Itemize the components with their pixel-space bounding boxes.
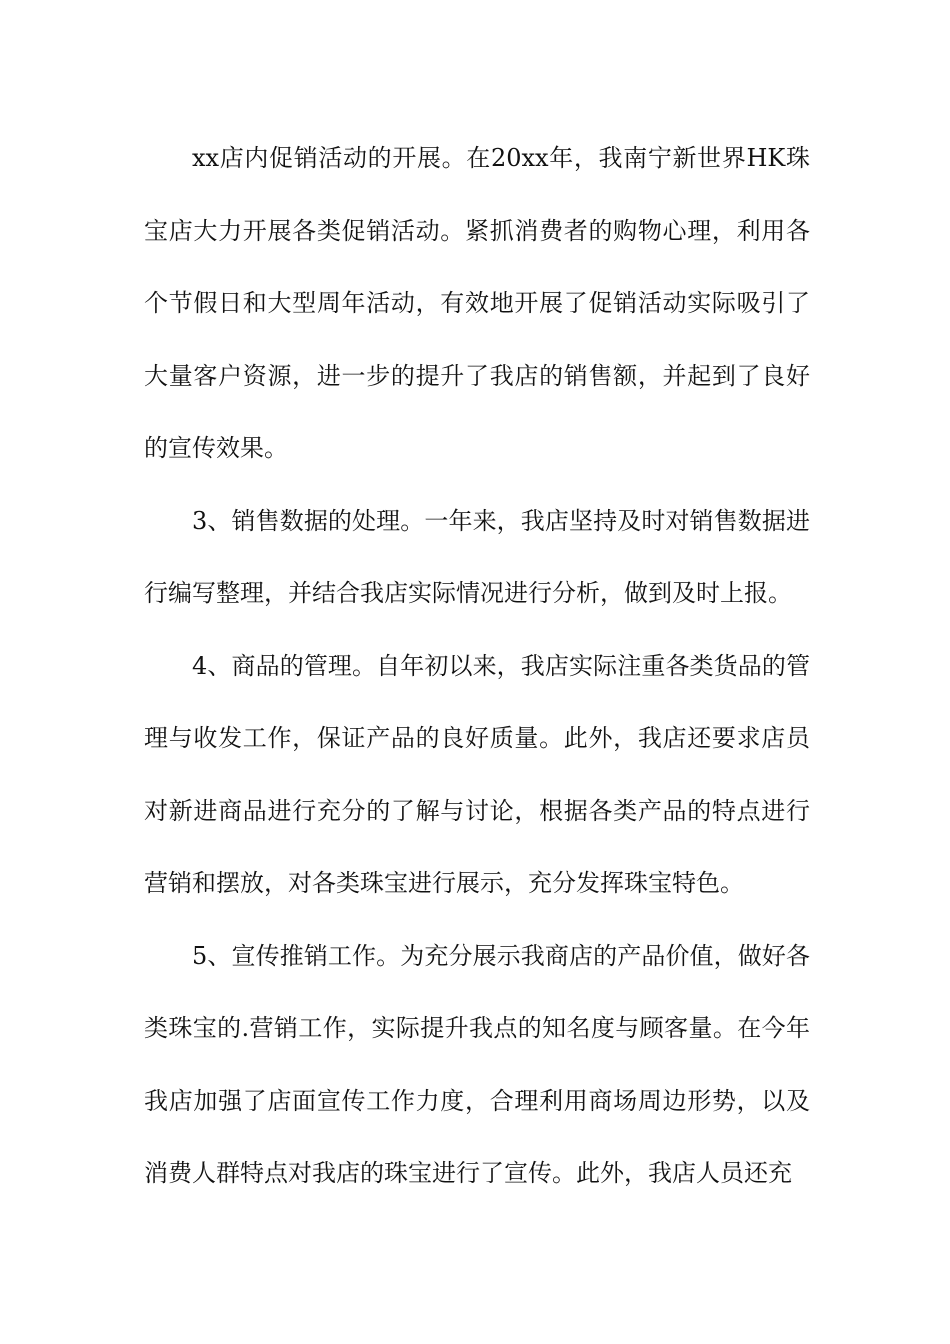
- paragraph-promotion: xx店内促销活动的开展。在20xx年，我南宁新世界HK珠宝店大力开展各类促销活动。紧抓消费者的购物心理，利用各个节假日和大型周年活动，有效地开展了促销活动实际吸引了大量客户资源，进一步的提升了我店的销售额，并起到了良好的宣传效果。: [144, 144, 810, 462]
- document-body: [144, 122, 810, 1210]
- paragraph-publicity: 5、宣传推销工作。为充分展示我商店的产品价值，做好各类珠宝的.营销工作，实际提升我点的知名度与顾客量。在今年我店加强了店面宣传工作力度，合理利用商场周边形势，以及消费人群特点对我店的珠宝进行了宣传。此外，我店人员还充: [144, 941, 810, 1187]
- paragraph-goods-management: 4、商品的管理。自年初以来，我店实际注重各类货品的管理与收发工作，保证产品的良好质量。此外，我店还要求店员对新进商品进行充分的了解与讨论，根据各类产品的特点进行营销和摆放，对各类珠宝进行展示，充分发挥珠宝特色。: [144, 651, 810, 897]
- paragraph-sales-data: 3、销售数据的处理。一年来，我店坚持及时对销售数据进行编写整理，并结合我店实际情况进行分析，做到及时上报。: [144, 506, 810, 607]
